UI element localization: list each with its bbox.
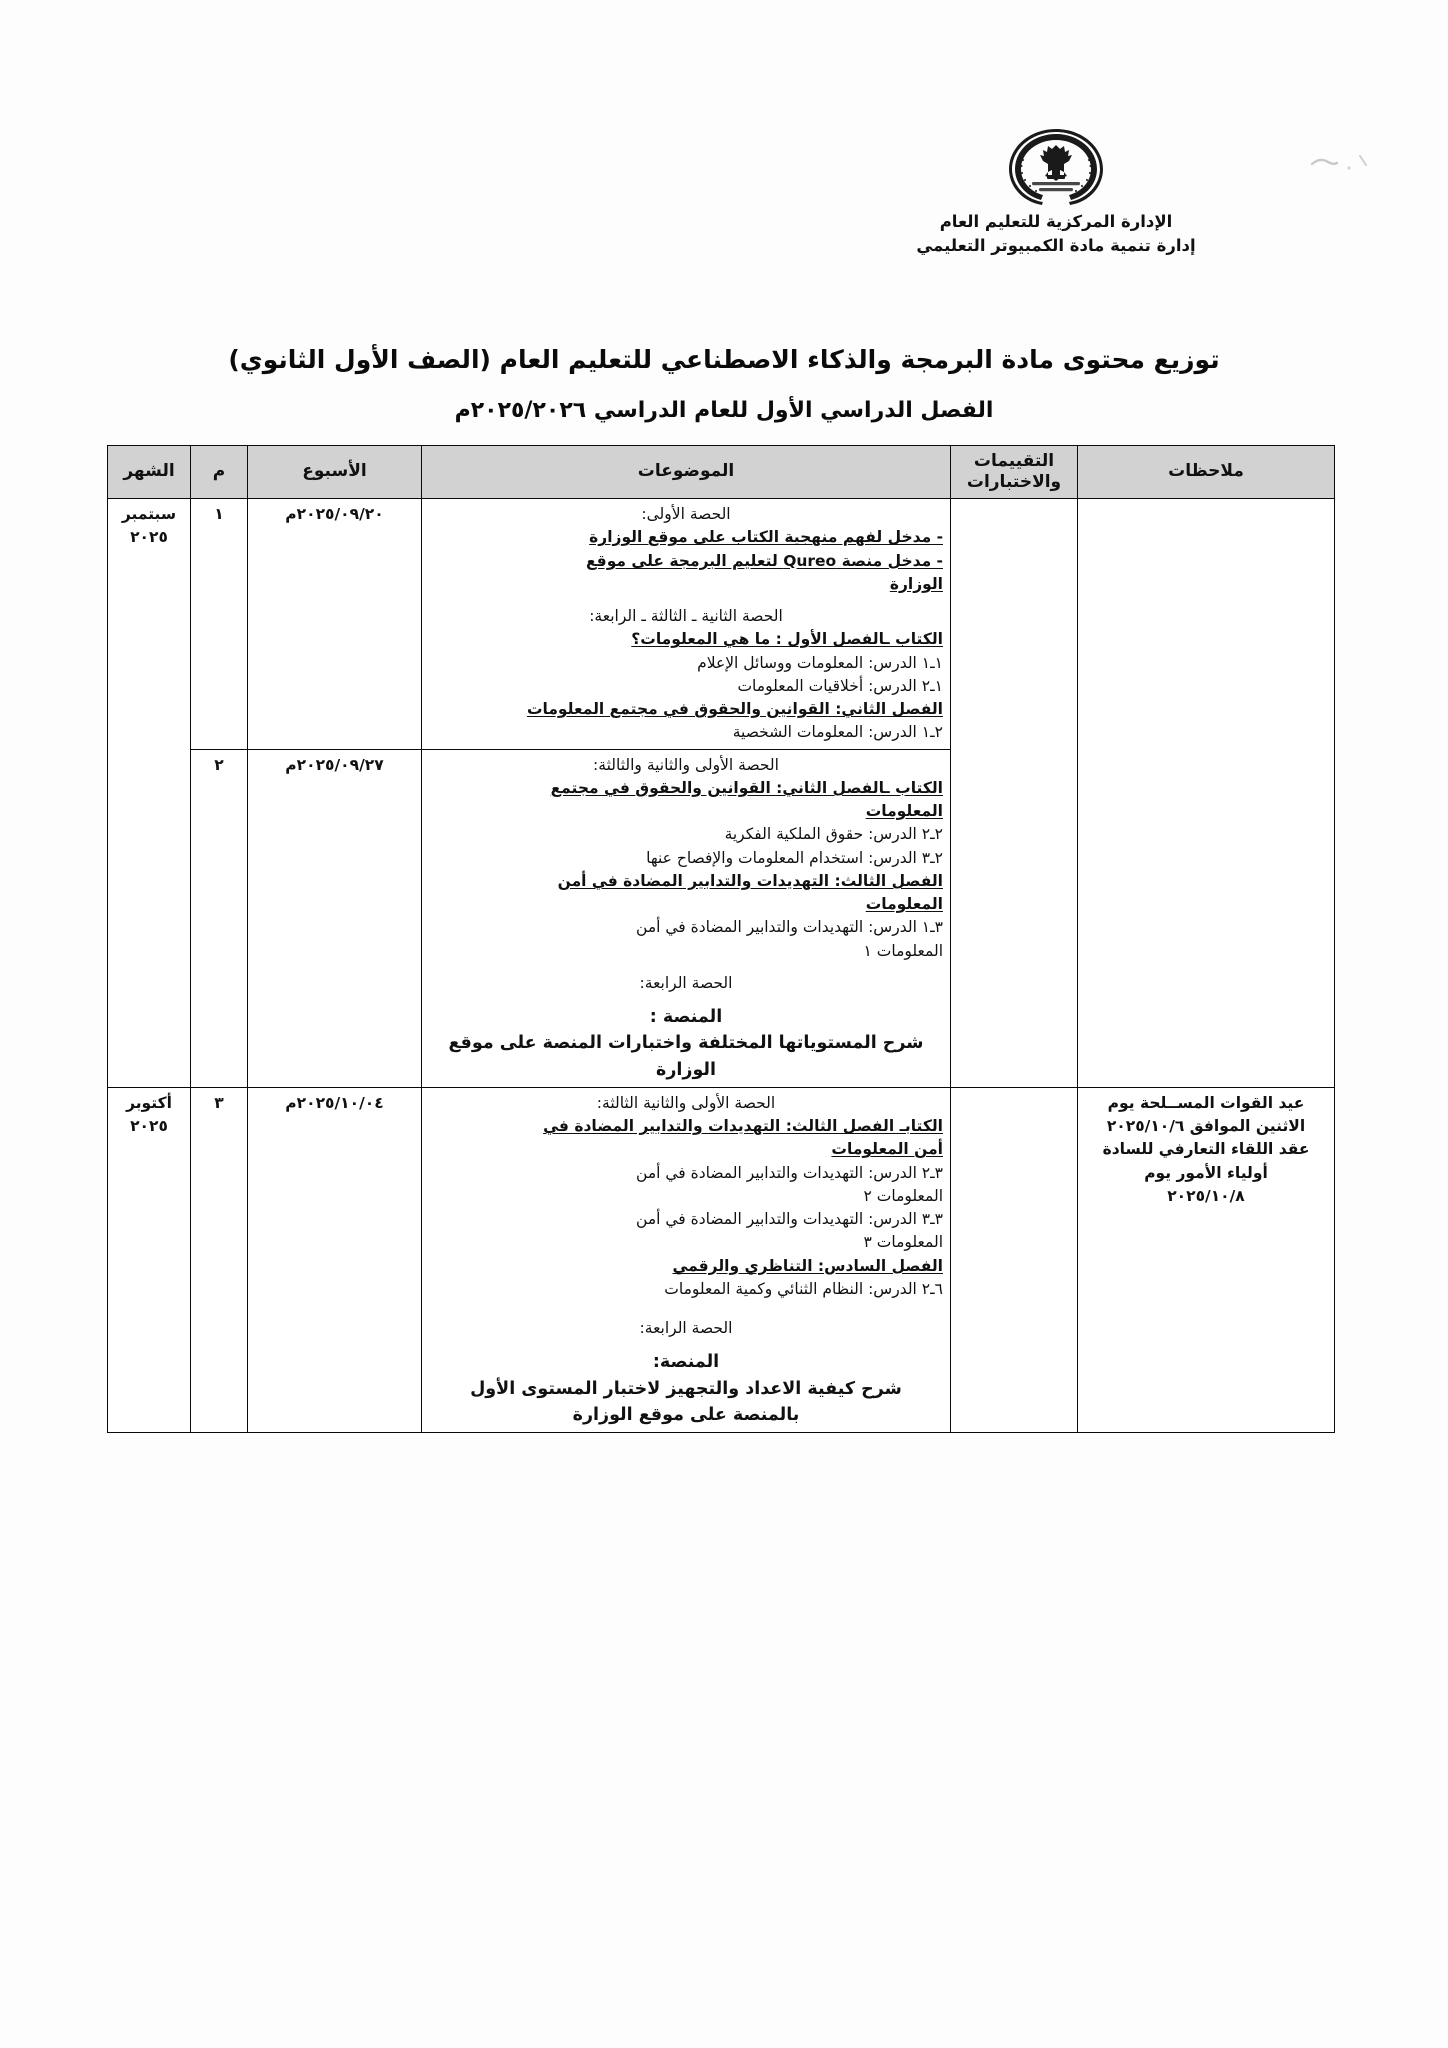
topic-line: الفصل الثالث: التهديدات والتدابير المضادة في أمن (557, 871, 943, 890)
cell-notes-week3 (1078, 1087, 1335, 1432)
document-masthead (776, 128, 1336, 258)
topic-line: الحصة الرابعة: (639, 1319, 733, 1337)
scan-smudge-mark (1308, 150, 1386, 176)
note-line: الاثنين الموافق ٢٠٢٥/١٠/٦ (1106, 1117, 1306, 1135)
cell-week-number-1: ١ (191, 499, 248, 750)
topic-line: - مدخل منصة Qureo لتعليم البرمجة على موقع (585, 551, 943, 570)
topic-line: الحصة الأولى والثانية الثالثة: (596, 1093, 776, 1112)
topic-line: أمن المعلومات (831, 1140, 943, 1159)
column-header-assessments (951, 446, 1078, 499)
topic-line: المعلومات (865, 895, 943, 913)
topic-line: ٦ـ٢ الدرس: النظام الثنائي وكمية المعلومات (664, 1279, 943, 1298)
table-body (108, 499, 1335, 1433)
topic-line: ٣ـ٢ الدرس: التهديدات والتدابير المضادة في أمن (636, 1163, 943, 1182)
column-header-assessments-line2: والاختبارات (966, 472, 1062, 492)
topic-line: ٢ـ١ الدرس: المعلومات الشخصية (732, 723, 943, 742)
topic-line: الوزارة (655, 1059, 717, 1080)
note-line: ٢٠٢٥/١٠/٨ (1167, 1186, 1245, 1205)
cell-assessments-week3 (951, 1087, 1078, 1432)
month-year: ٢٠٢٥ (130, 528, 168, 547)
topic-line: المعلومات ١ (863, 941, 943, 960)
topic-line: شرح كيفية الاعداد والتجهيز لاختبار المستوى الأول (470, 1378, 902, 1399)
column-header-week: الأسبوع (248, 446, 422, 499)
document-title: توزيع محتوى مادة البرمجة والذكاء الاصطناعي للتعليم العام (الصف الأول الثانوي) (228, 345, 1220, 374)
cell-week-date-3: ٢٠٢٥/١٠/٠٤م (248, 1087, 422, 1432)
document-subtitle: الفصل الدراسي الأول للعام الدراسي ٢٠٢٥/٢٠٢٦م (454, 398, 994, 423)
cell-week-number-3: ٣ (191, 1087, 248, 1432)
topic-line: بالمنصة على موقع الوزارة (572, 1404, 800, 1425)
topic-line: الحصة الرابعة: (639, 973, 733, 992)
cell-week-date-1: ٢٠٢٥/٠٩/٢٠م (248, 499, 422, 750)
cell-week-date-2: ٢٠٢٥/٠٩/٢٧م (248, 749, 422, 1087)
table-row (108, 499, 1335, 750)
topic-line: ١ـ١ الدرس: المعلومات ووسائل الإعلام (697, 653, 943, 672)
topic-line: المعلومات ٣ (863, 1233, 943, 1252)
schedule-table-wrapper (107, 445, 1335, 1433)
topic-line: المنصة : (649, 1007, 723, 1027)
topic-line: الحصة الأولى والثانية والثالثة: (593, 755, 779, 774)
cell-topics-week1 (422, 499, 951, 750)
topic-line: الحصة الأولى: (641, 505, 731, 523)
topic-line: ٣ـ١ الدرس: التهديدات والتدابير المضادة في أمن (636, 918, 943, 937)
topic-line: الكتاب ـالفصل الثاني: القوانين والحقوق في مجتمع (550, 778, 943, 797)
topic-line: ٢ـ٢ الدرس: حقوق الملكية الفكرية (724, 825, 943, 844)
month-year: ٢٠٢٥ (130, 1117, 168, 1135)
topic-line: المنصة: (652, 1352, 720, 1373)
note-line: عقد اللقاء التعارفي للسادة (1102, 1140, 1310, 1159)
topic-line: ٢ـ٣ الدرس: استخدام المعلومات والإفصاح عنها (646, 848, 943, 867)
column-header-notes: ملاحظات (1078, 446, 1335, 499)
ministry-seal-icon (1002, 128, 1110, 206)
topic-line: المعلومات ٢ (863, 1186, 943, 1205)
note-line: عيد القوات المســلحة يوم (1107, 1093, 1305, 1112)
month-name: أكتوبر (126, 1093, 172, 1112)
topic-line: ١ـ٢ الدرس: أخلاقيات المعلومات (737, 676, 943, 695)
curriculum-schedule-table (107, 445, 1335, 1433)
topic-line: - مدخل لفهم منهجية الكتاب على موقع الوزارة (589, 528, 943, 547)
cell-month-september (108, 499, 191, 1088)
topic-line: شرح المستوياتها المختلفة واختبارات المنصة على موقع (448, 1033, 924, 1054)
cell-assessments-week1-2 (951, 499, 1078, 1088)
cell-month-october (108, 1087, 191, 1432)
topic-line: الفصل السادس: التناظري والرقمي (672, 1256, 943, 1275)
table-header (108, 446, 1335, 499)
column-header-month: الشهر (108, 446, 191, 499)
column-header-num: م (191, 446, 248, 499)
topic-line: الوزارة (889, 574, 943, 593)
topic-line: الكتاب ـالفصل الأول : ما هي المعلومات؟ (631, 630, 943, 649)
topic-line: الفصل الثاني: القوانين والحقوق في مجتمع المعلومات (526, 700, 943, 718)
cell-notes-week1-2 (1078, 499, 1335, 1088)
topic-line: الكتابـ الفصل الثالث: التهديدات والتدابير المضادة في (543, 1117, 943, 1135)
cell-week-number-2: ٢ (191, 749, 248, 1087)
topic-line: المعلومات (865, 802, 943, 820)
topic-line: الحصة الثانية ـ الثالثة ـ الرابعة: (589, 607, 783, 625)
cell-topics-week2 (422, 749, 951, 1087)
cell-topics-week3 (422, 1087, 951, 1432)
table-row (108, 1087, 1335, 1432)
note-line: أولياء الأمور يوم (1144, 1163, 1268, 1182)
table-header-row (108, 446, 1335, 499)
column-header-assessments-line1: التقييمات (973, 450, 1055, 471)
month-name: سبتمبر (121, 505, 177, 523)
column-header-topics: الموضوعات (422, 446, 951, 499)
org-line-department: إدارة تنمية مادة الكمبيوتر التعليمي (916, 235, 1196, 255)
org-line-central-admin: الإدارة المركزية للتعليم العام (939, 212, 1173, 231)
topic-line: ٣ـ٣ الدرس: التهديدات والتدابير المضادة في أمن (636, 1210, 943, 1228)
